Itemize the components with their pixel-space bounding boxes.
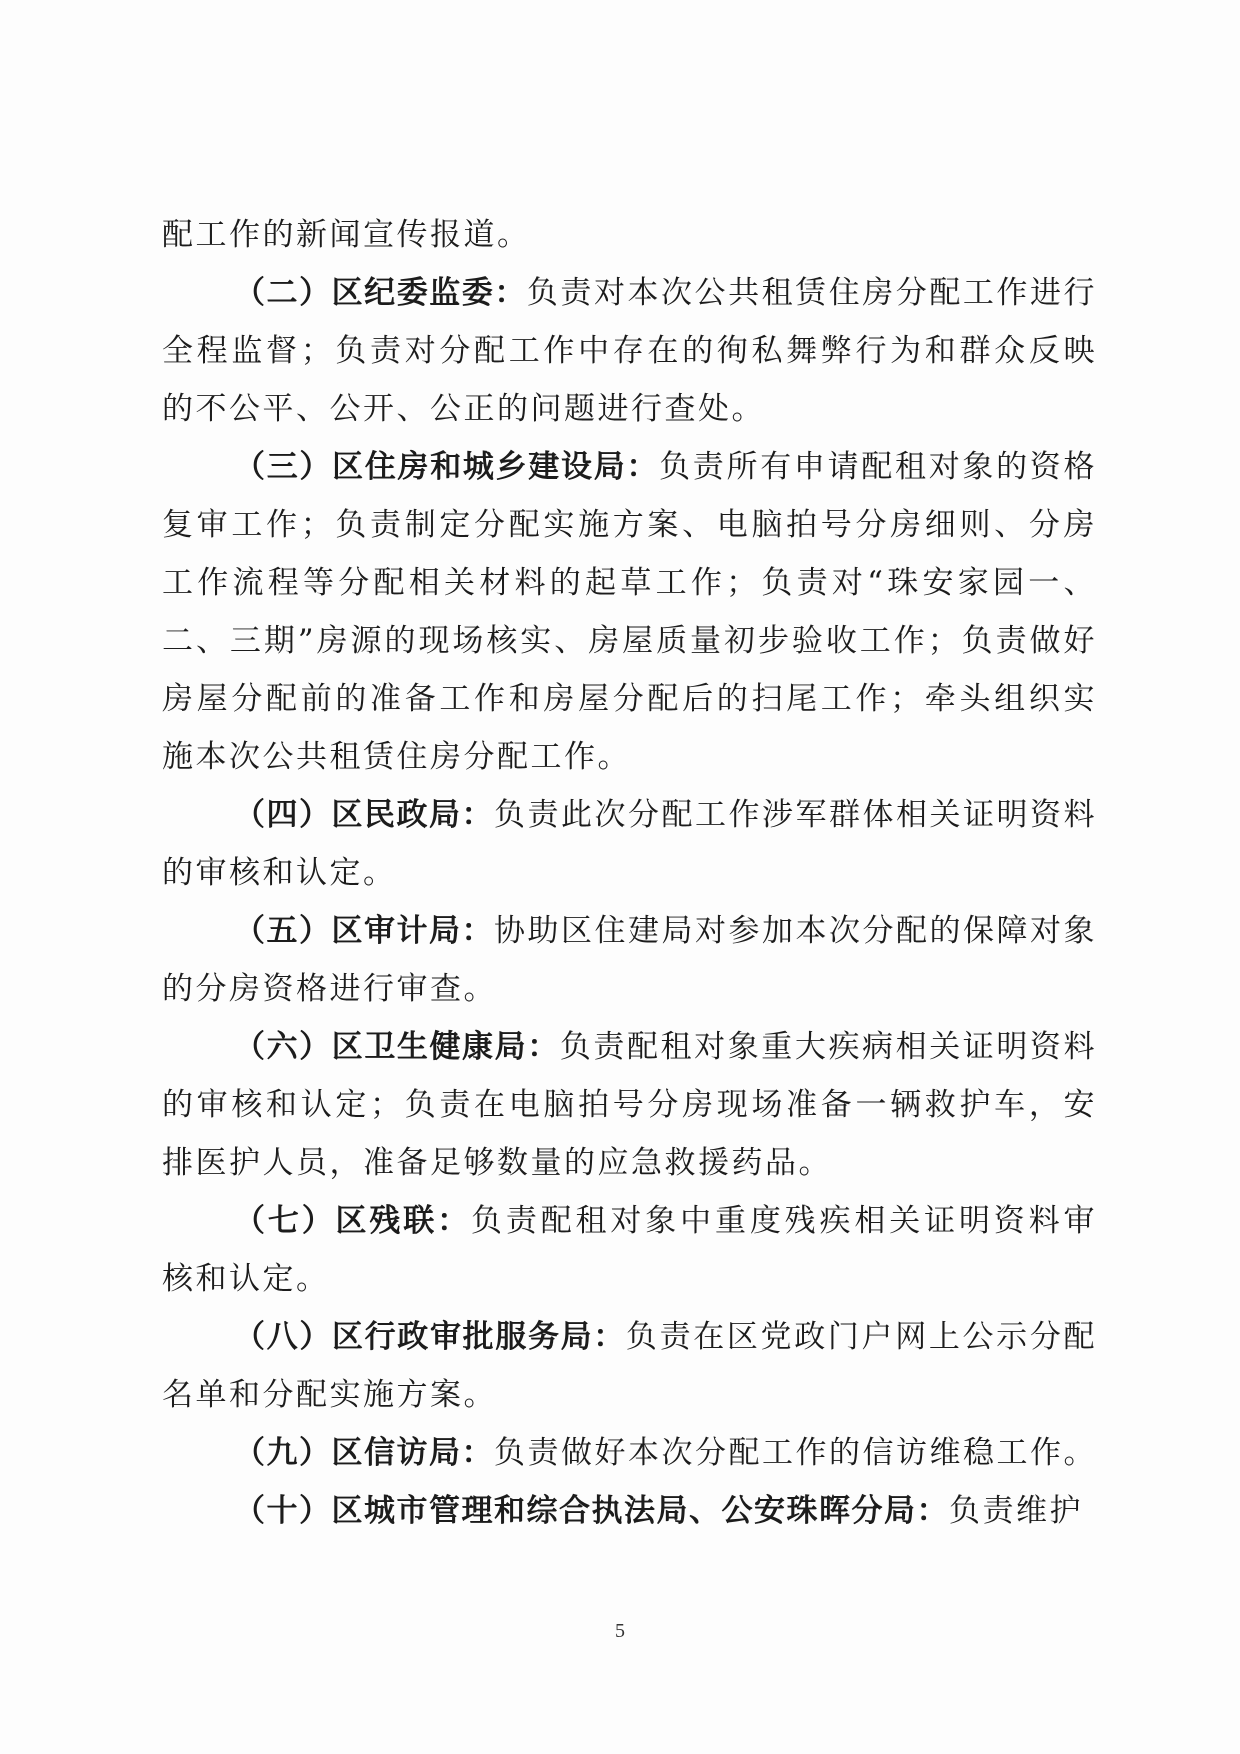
intro-paragraph: 配工作的新闻宣传报道。 <box>162 217 531 253</box>
item-heading: （三）区住房和城乡建设局： <box>234 449 660 485</box>
item-heading: （九）区信访局： <box>234 1435 494 1471</box>
item-heading: （十）区城市管理和综合执法局、公安珠晖分局： <box>234 1493 949 1529</box>
item-district-housing-bureau <box>162 438 1097 786</box>
item-body: 负责在区党政门户网上公示分配名单和分配实施方案。 <box>162 1319 1098 1413</box>
item-body: 协助区住建局对参加本次分配的保障对象的分房资格进行审查。 <box>162 913 1097 1007</box>
item-body: 负责配租对象中重度残疾相关证明资料审核和认定。 <box>162 1203 1098 1297</box>
item-heading: （二）区纪委监委： <box>234 275 527 311</box>
item-heading: （八）区行政审批服务局： <box>234 1319 626 1355</box>
item-district-petition <box>162 1424 1097 1482</box>
document-body <box>162 206 1097 1540</box>
item-district-urban-management-police <box>162 1482 1097 1540</box>
item-district-administrative-approval <box>162 1308 1097 1424</box>
item-district-health <box>162 1018 1097 1192</box>
item-body: 负责配租对象重大疾病相关证明资料的审核和认定；负责在电脑拍号分房现场准备一辆救护车，安排医护人员，准备足够数量的应急救援药品。 <box>162 1029 1098 1181</box>
item-body: 负责所有申请配租对象的资格复审工作；负责制定分配实施方案、电脑拍号分房细则、分房工作流程等分配相关材料的起草工作；负责对“珠安家园一、二、三期”房源的现场核实、房屋质量初步验收工作；负责做好房屋分配前的准备工作和房屋分配后的扫尾工作；牵头组织实施本次公共租赁住房分配工作。 <box>162 449 1098 775</box>
item-district-civil-affairs <box>162 786 1097 902</box>
item-heading: （七）区残联： <box>234 1203 471 1239</box>
item-body: 负责此次分配工作涉军群体相关证明资料的审核和认定。 <box>162 797 1097 891</box>
item-district-discipline-commission <box>162 264 1097 438</box>
item-body: 负责维护 <box>949 1493 1083 1529</box>
item-body: 负责做好本次分配工作的信访维稳工作。 <box>494 1435 1097 1471</box>
item-heading: （四）区民政局： <box>234 797 494 833</box>
item-district-disabled-federation <box>162 1192 1097 1308</box>
item-district-audit <box>162 902 1097 1018</box>
item-heading: （五）区审计局： <box>234 913 494 949</box>
item-body: 负责对本次公共租赁住房分配工作进行全程监督；负责对分配工作中存在的徇私舞弊行为和群众反映的不公平、公开、公正的问题进行查处。 <box>162 275 1097 427</box>
page-number: 5 <box>615 1620 625 1642</box>
item-heading: （六）区卫生健康局： <box>234 1029 560 1065</box>
